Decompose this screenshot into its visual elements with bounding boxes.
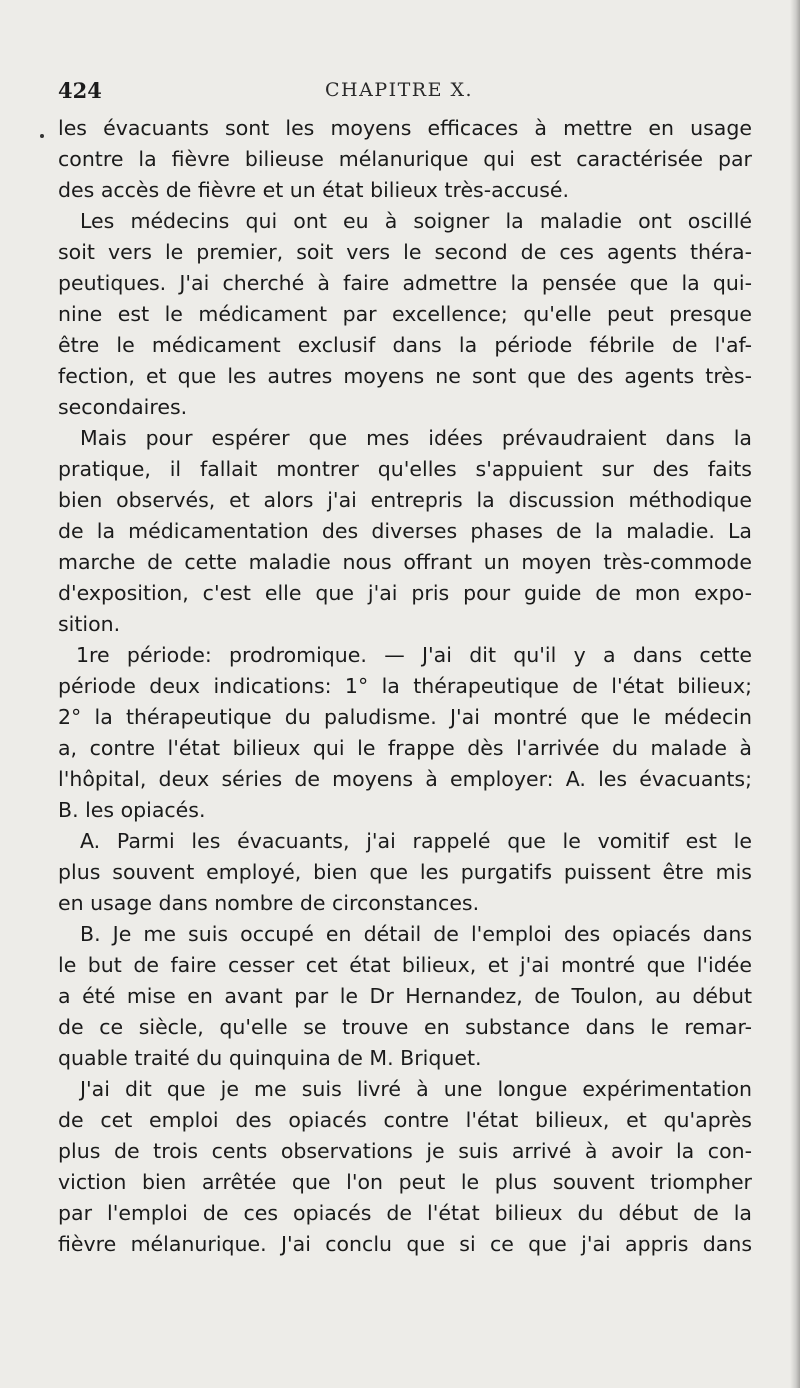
text-line: par l'emploi de ces opiacés de l'état bilieux du début de la	[58, 1201, 752, 1225]
text-line: de la médicamentation des diverses phases de la maladie. La	[58, 519, 752, 543]
text-line: pratique, il fallait montrer qu'elles s'appuient sur des faits	[58, 457, 752, 481]
text-line: période deux indications: 1° la thérapeutique de l'état bilieux;	[58, 674, 752, 698]
text-line: contre la fièvre bilieuse mélanurique qui est caractérisée par	[58, 147, 752, 171]
text-line: nine est le médicament par excellence; qu'elle peut presque	[58, 302, 752, 326]
text-line: 1re période: prodromique. — J'ai dit qu'il y a dans cette	[76, 643, 752, 667]
text-line: 2° la thérapeutique du paludisme. J'ai montré que le médecin	[58, 705, 752, 729]
text-line: soit vers le premier, soit vers le second de ces agents théra-	[58, 240, 752, 264]
text-line: marche de cette maladie nous offrant un moyen très-commode	[58, 550, 752, 574]
text-line: en usage dans nombre de circonstances.	[58, 891, 480, 915]
page-edge-shadow	[790, 0, 800, 1388]
text-line: plus souvent employé, bien que les purgatifs puissent être mis	[58, 860, 752, 884]
text-line: B. les opiacés.	[58, 798, 206, 822]
text-line: fièvre mélanurique. J'ai conclu que si ce que j'ai appris dans	[58, 1232, 752, 1256]
running-head: CHAPITRE X.	[325, 79, 474, 101]
page-header	[58, 78, 758, 108]
text-line: sition.	[58, 612, 121, 636]
text-line: bien observés, et alors j'ai entrepris la discussion méthodique	[58, 488, 752, 512]
text-line: J'ai dit que je me suis livré à une longue expérimentation	[80, 1077, 752, 1101]
text-line: d'exposition, c'est elle que j'ai pris pour guide de mon expo-	[58, 581, 752, 605]
page-number: 424	[58, 78, 102, 103]
text-line: a été mise en avant par le Dr Hernandez, de Toulon, au début	[58, 984, 752, 1008]
text-line: des accès de fièvre et un état bilieux très-accusé.	[58, 178, 570, 202]
body-text	[58, 113, 752, 1260]
text-line: les évacuants sont les moyens efficaces à mettre en usage	[58, 116, 752, 140]
text-line: quable traité du quinquina de M. Briquet.	[58, 1046, 482, 1070]
text-line: viction bien arrêtée que l'on peut le plus souvent triompher	[58, 1170, 752, 1194]
text-line: l'hôpital, deux séries de moyens à employer: A. les évacuants;	[58, 767, 752, 791]
text-line: fection, et que les autres moyens ne sont que des agents très-	[58, 364, 752, 388]
text-line: Mais pour espérer que mes idées prévaudraient dans la	[80, 426, 752, 450]
text-line: A. Parmi les évacuants, j'ai rappelé que le vomitif est le	[80, 829, 752, 853]
text-line: le but de faire cesser cet état bilieux, et j'ai montré que l'idée	[58, 953, 752, 977]
text-line: Les médecins qui ont eu à soigner la maladie ont oscillé	[80, 209, 752, 233]
text-line: plus de trois cents observations je suis arrivé à avoir la con-	[58, 1139, 752, 1163]
text-line: B. Je me suis occupé en détail de l'emploi des opiacés dans	[80, 922, 752, 946]
text-line: de ce siècle, qu'elle se trouve en substance dans le remar-	[58, 1015, 752, 1039]
text-line: secondaires.	[58, 395, 188, 419]
text-line: a, contre l'état bilieux qui le frappe dès l'arrivée du malade à	[58, 736, 752, 760]
text-line: peutiques. J'ai cherché à faire admettre la pensée que la qui-	[58, 271, 752, 295]
text-line: de cet emploi des opiacés contre l'état bilieux, et qu'après	[58, 1108, 752, 1132]
margin-mark	[40, 134, 44, 138]
text-line: être le médicament exclusif dans la période fébrile de l'af-	[58, 333, 752, 357]
